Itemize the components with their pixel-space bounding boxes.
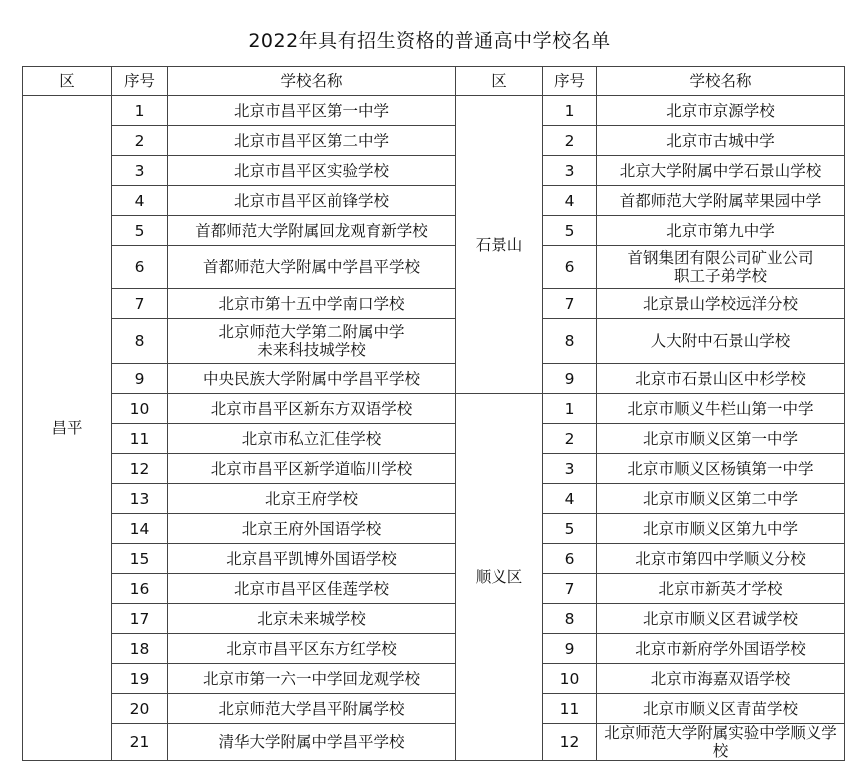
school-name-cell [168, 246, 456, 289]
school-name-cell [597, 364, 845, 394]
table-row [23, 574, 845, 604]
school-name-line: 北京景山学校远洋分校 [642, 294, 798, 313]
seq-cell: 3 [543, 454, 597, 484]
header-district-right: 区 [456, 67, 543, 96]
school-name-cell [597, 514, 845, 544]
school-name-cell [597, 694, 845, 724]
table-row [23, 604, 845, 634]
table-row [23, 319, 845, 364]
table-row [23, 289, 845, 319]
school-name-line: 北京市京源学校 [666, 101, 775, 120]
school-name-cell [168, 289, 456, 319]
school-name-line: 北京师范大学附属实验中学顺义学校 [604, 724, 837, 760]
school-name-cell [168, 364, 456, 394]
school-name-cell [597, 394, 845, 424]
school-name-line: 北京市石景山区中杉学校 [635, 369, 806, 388]
seq-cell: 17 [112, 604, 168, 634]
school-name-cell [597, 186, 845, 216]
district-cell-right: 石景山 [456, 96, 543, 394]
seq-cell: 6 [543, 246, 597, 289]
table-row [23, 424, 845, 454]
school-name-line: 北京市海嘉双语学校 [650, 669, 791, 688]
school-name-line: 首都师范大学附属苹果园中学 [619, 191, 822, 210]
table-row [23, 364, 845, 394]
table-row [23, 454, 845, 484]
school-name-cell [597, 246, 845, 289]
school-name-line: 北京市第十五中学南口学校 [218, 294, 405, 313]
seq-cell: 2 [543, 126, 597, 156]
seq-cell: 18 [112, 634, 168, 664]
school-name-cell [597, 484, 845, 514]
seq-cell: 2 [543, 424, 597, 454]
school-name-cell [168, 604, 456, 634]
table-row [23, 724, 845, 761]
school-name-cell [597, 96, 845, 126]
seq-cell: 12 [112, 454, 168, 484]
district-cell-left: 昌平 [23, 96, 112, 761]
school-name-cell [168, 544, 456, 574]
school-name-cell [597, 156, 845, 186]
school-name-line: 北京市顺义区第二中学 [642, 489, 798, 508]
seq-cell: 10 [112, 394, 168, 424]
seq-cell: 16 [112, 574, 168, 604]
school-name-line: 北京市昌平区前锋学校 [233, 191, 389, 210]
school-name-line: 北京市新英才学校 [658, 579, 783, 598]
seq-cell: 19 [112, 664, 168, 694]
table-row [23, 634, 845, 664]
seq-cell: 9 [543, 634, 597, 664]
seq-cell: 9 [543, 364, 597, 394]
seq-cell: 4 [112, 186, 168, 216]
school-name-line: 北京市昌平区东方红学校 [226, 639, 397, 658]
school-name-cell [597, 544, 845, 574]
seq-cell: 8 [112, 319, 168, 364]
school-name-line: 北京市顺义区第九中学 [642, 519, 798, 538]
school-name-cell [597, 216, 845, 246]
school-name-line: 北京市古城中学 [666, 131, 775, 150]
school-name-line: 北京市新府学外国语学校 [635, 639, 806, 658]
school-name-cell [597, 454, 845, 484]
school-name-cell [597, 574, 845, 604]
school-name-cell [597, 664, 845, 694]
seq-cell: 2 [112, 126, 168, 156]
table-row [23, 394, 845, 424]
school-name-cell [597, 724, 845, 761]
document-title: 2022年具有招生资格的普通高中学校名单 [248, 30, 611, 52]
table-row [23, 126, 845, 156]
school-name-cell [168, 186, 456, 216]
school-name-cell [597, 126, 845, 156]
school-name-cell [597, 424, 845, 454]
school-name-cell [168, 156, 456, 186]
table-row [23, 246, 845, 289]
school-name-line: 北京市昌平区新学道临川学校 [210, 459, 413, 478]
table-row [23, 664, 845, 694]
school-name-line: 未来科技城学校 [257, 341, 366, 359]
header-row [23, 67, 845, 96]
seq-cell: 1 [543, 96, 597, 126]
school-name-line: 北京市顺义区君诚学校 [642, 609, 798, 628]
school-name-cell [168, 424, 456, 454]
seq-cell: 7 [543, 574, 597, 604]
school-name-line: 首钢集团有限公司矿业公司 [627, 249, 814, 267]
school-name-line: 北京王府学校 [264, 489, 358, 508]
seq-cell: 1 [543, 394, 597, 424]
school-name-line: 北京市第九中学 [666, 221, 775, 240]
school-name-line: 北京市顺义区第一中学 [642, 429, 798, 448]
seq-cell: 7 [112, 289, 168, 319]
school-name-cell [168, 484, 456, 514]
seq-cell: 5 [112, 216, 168, 246]
seq-cell: 4 [543, 186, 597, 216]
school-name-cell [597, 319, 845, 364]
school-name-cell [168, 216, 456, 246]
header-seq-right: 序号 [543, 67, 597, 96]
school-name-line: 北京市私立汇佳学校 [241, 429, 382, 448]
school-name-line: 首都师范大学附属回龙观育新学校 [195, 221, 428, 240]
header-district-left: 区 [23, 67, 112, 96]
school-name-line: 北京市昌平区第一中学 [233, 101, 389, 120]
table-row [23, 156, 845, 186]
school-name-line: 北京大学附属中学石景山学校 [619, 161, 822, 180]
school-name-cell [168, 634, 456, 664]
school-name-line: 北京王府外国语学校 [241, 519, 382, 538]
table-row [23, 96, 845, 126]
table-row [23, 216, 845, 246]
seq-cell: 5 [543, 514, 597, 544]
seq-cell: 3 [112, 156, 168, 186]
school-name-cell [168, 664, 456, 694]
seq-cell: 8 [543, 604, 597, 634]
seq-cell: 8 [543, 319, 597, 364]
school-name-line: 职工子弟学校 [673, 267, 767, 285]
seq-cell: 15 [112, 544, 168, 574]
school-name-line: 北京师范大学第二附属中学 [218, 323, 405, 341]
school-name-line: 中央民族大学附属中学昌平学校 [202, 369, 420, 388]
seq-cell: 1 [112, 96, 168, 126]
header-name-right: 学校名称 [597, 67, 845, 96]
school-name-line: 北京市昌平区实验学校 [233, 161, 389, 180]
table-row [23, 544, 845, 574]
school-list-table [22, 66, 845, 761]
seq-cell: 11 [543, 694, 597, 724]
school-name-cell [168, 454, 456, 484]
seq-cell: 5 [543, 216, 597, 246]
school-name-line: 北京市第四中学顺义分校 [635, 549, 806, 568]
seq-cell: 7 [543, 289, 597, 319]
school-name-line: 北京师范大学昌平附属学校 [218, 699, 405, 718]
school-name-cell [597, 604, 845, 634]
seq-cell: 6 [543, 544, 597, 574]
school-name-cell [597, 289, 845, 319]
school-name-line: 北京市昌平区第二中学 [233, 131, 389, 150]
school-name-line: 北京未来城学校 [257, 609, 366, 628]
school-name-cell [168, 694, 456, 724]
school-name-cell [168, 96, 456, 126]
school-name-line: 首都师范大学附属中学昌平学校 [202, 258, 420, 276]
seq-cell: 10 [543, 664, 597, 694]
school-name-line: 北京市昌平区佳莲学校 [233, 579, 389, 598]
seq-cell: 9 [112, 364, 168, 394]
school-name-line: 北京昌平凯博外国语学校 [226, 549, 397, 568]
school-name-cell [597, 634, 845, 664]
school-name-line: 人大附中石景山学校 [650, 332, 791, 350]
school-name-line: 北京市昌平区新东方双语学校 [210, 399, 413, 418]
seq-cell: 3 [543, 156, 597, 186]
table-row [23, 186, 845, 216]
seq-cell: 4 [543, 484, 597, 514]
table-row [23, 694, 845, 724]
seq-cell: 20 [112, 694, 168, 724]
seq-cell: 6 [112, 246, 168, 289]
seq-cell: 13 [112, 484, 168, 514]
school-name-cell [168, 724, 456, 761]
table-row [23, 484, 845, 514]
school-name-line: 北京市顺义区青苗学校 [642, 699, 798, 718]
school-name-cell [168, 574, 456, 604]
header-name-left: 学校名称 [168, 67, 456, 96]
seq-cell: 11 [112, 424, 168, 454]
seq-cell: 21 [112, 724, 168, 761]
seq-cell: 12 [543, 724, 597, 761]
school-name-cell [168, 126, 456, 156]
school-name-line: 清华大学附属中学昌平学校 [218, 733, 405, 751]
header-seq-left: 序号 [112, 67, 168, 96]
school-name-line: 北京市顺义区杨镇第一中学 [627, 459, 814, 478]
district-cell-right: 顺义区 [456, 394, 543, 761]
school-name-cell [168, 514, 456, 544]
school-name-cell [168, 394, 456, 424]
table-row [23, 514, 845, 544]
school-name-cell [168, 319, 456, 364]
school-name-line: 北京市第一六一中学回龙观学校 [202, 669, 420, 688]
school-name-line: 北京市顺义牛栏山第一中学 [627, 399, 814, 418]
seq-cell: 14 [112, 514, 168, 544]
